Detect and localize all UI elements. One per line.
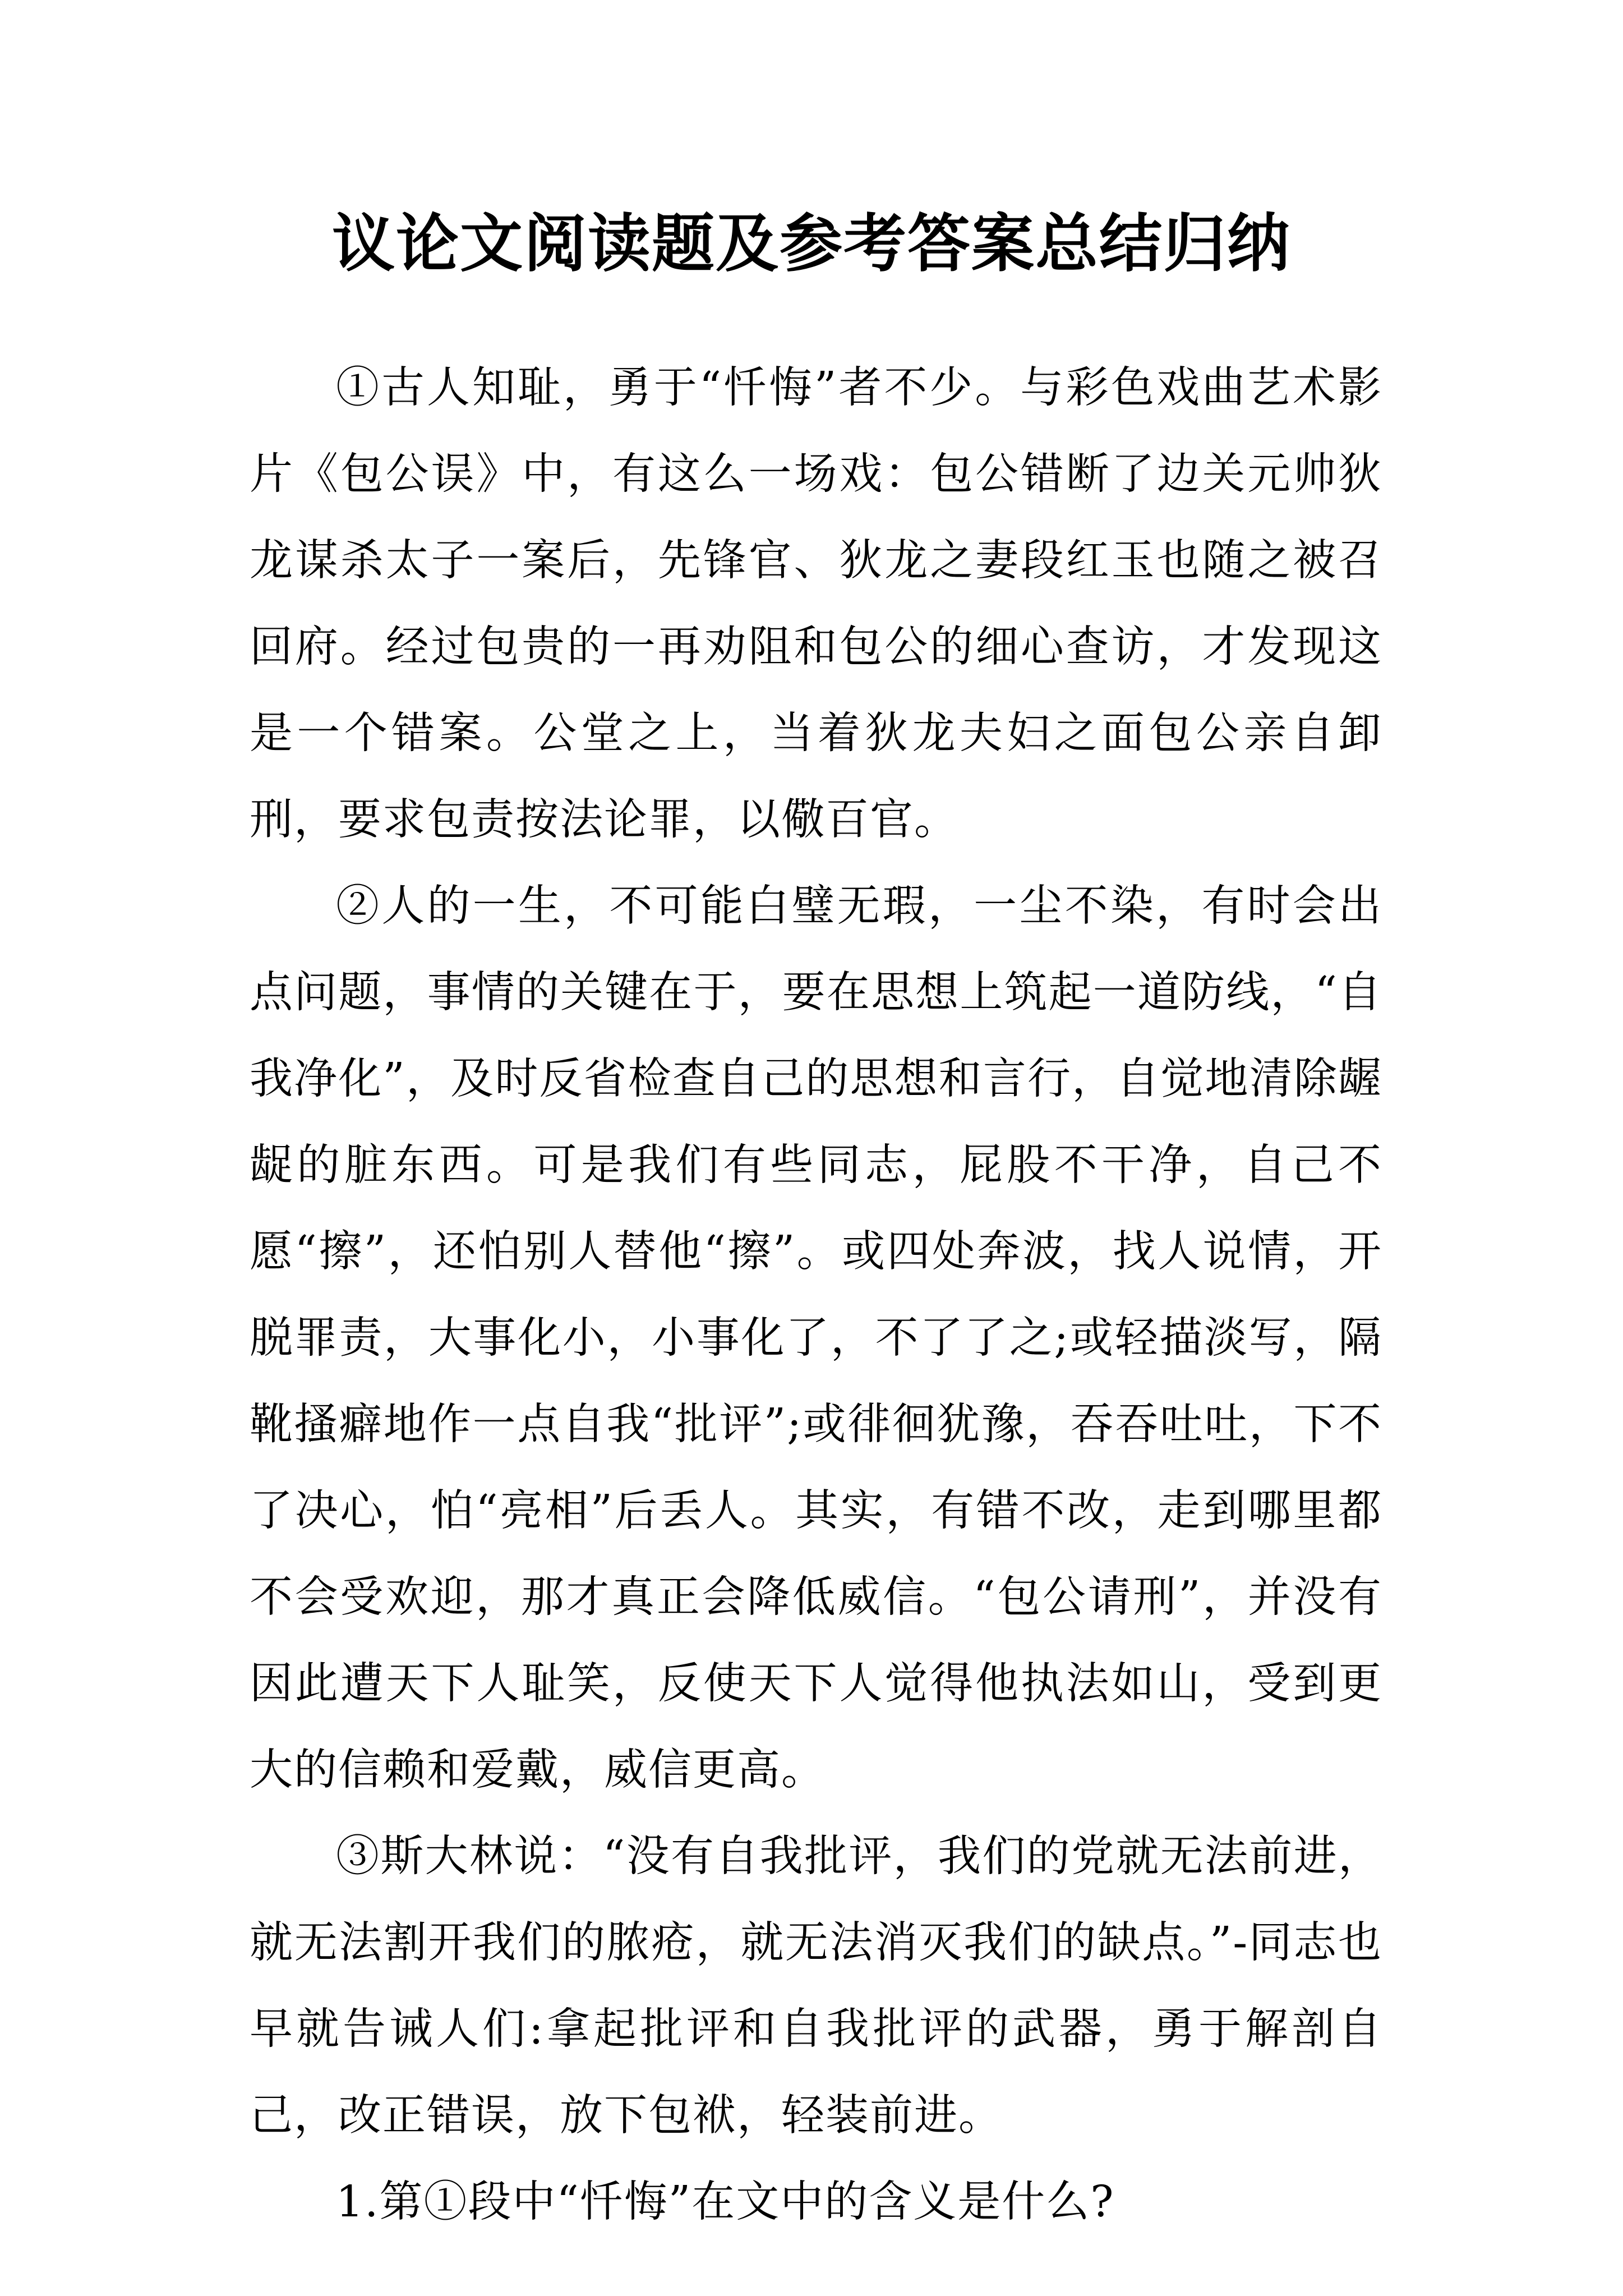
page-title: 议论文阅读题及参考答案总结归纳 xyxy=(332,208,1291,280)
paragraph-1: ①古人知耻，勇于“忏悔”者不少。与彩色戏曲艺术影片《包公误》中，有这么一场戏：包公错断了边关元帅狄龙谋杀太子一案后，先锋官、狄龙之妻段红玉也随之被召回府。经过包贵的一再劝阻和包公的细心查访，才发现这是一个错案。公堂之上，当着狄龙夫妇之面包公亲自卸刑，要求包责按法论罪，以儆百官。 xyxy=(250,363,1382,845)
paragraph-3: ③斯大林说：“没有自我批评，我们的党就无法前进，就无法割开我们的脓疮，就无法消灭我们的缺点。”-同志也早就告诫人们:拿起批评和自我批评的武器，勇于解剖自己，改正错误，放下包袱，轻装前进。 xyxy=(250,1832,1382,2141)
question-1: 1.第①段中“忏悔”在文中的含义是什么? xyxy=(336,2177,1115,2227)
article-body xyxy=(250,345,1382,2246)
paragraph-2: ②人的一生，不可能白璧无瑕，一尘不染，有时会出点问题，事情的关键在于，要在思想上筑起一道防线，“自我净化”，及时反省检查自己的思想和言行，自觉地清除龌龊的脏东西。可是我们有些同志，屁股不干净，自己不愿“擦”，还怕别人替他“擦”。或四处奔波，找人说情，开脱罪责，大事化小，小事化了，不了了之;或轻描淡写，隔靴搔癖地作一点自我“批评”;或徘徊犹豫，吞吞吐吐，下不了决心，怕“亮相”后丢人。其实，有错不改，走到哪里都不会受欢迎，那才真正会降低威信。“包公请刑”，并没有因此遭天下人耻笑，反使天下人觉得他执法如山，受到更大的信赖和爱戴，威信更高。 xyxy=(250,881,1382,1795)
